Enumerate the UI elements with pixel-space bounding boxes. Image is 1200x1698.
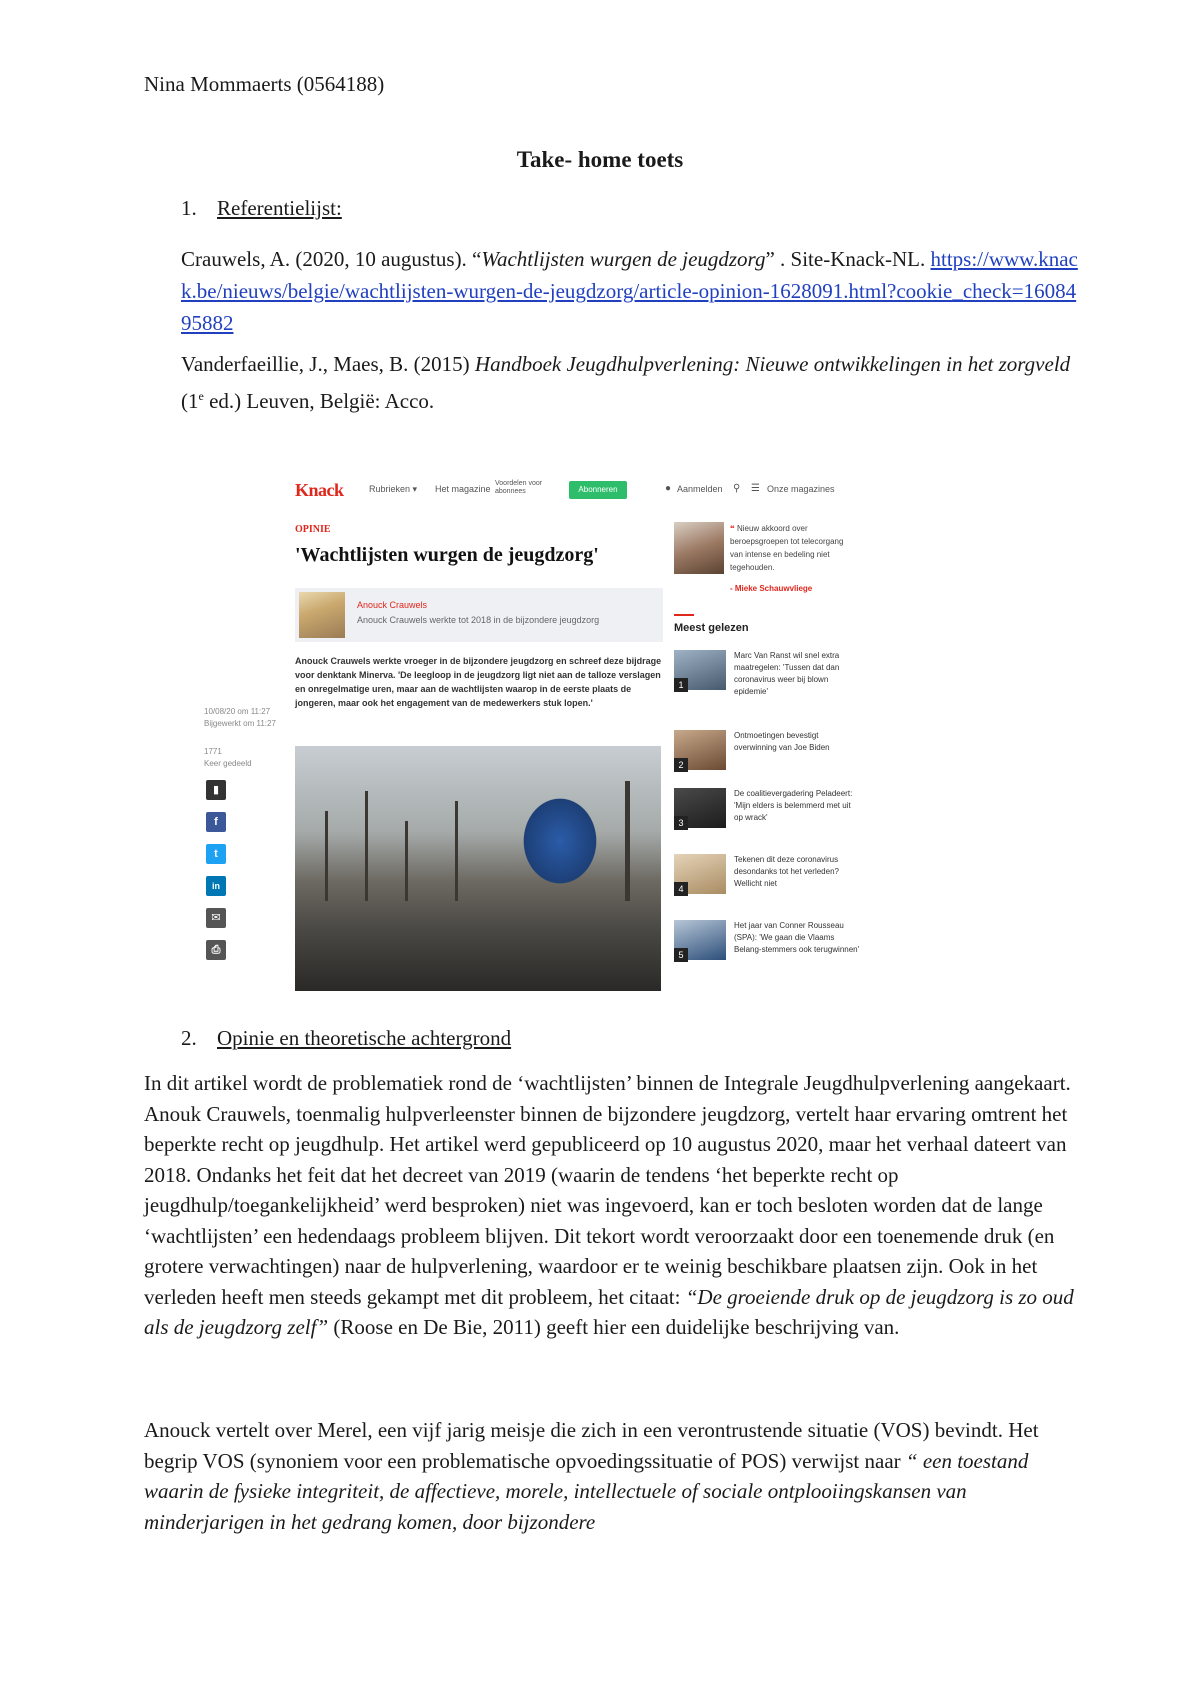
updated-date: Bijgewerkt om 11:27 (204, 719, 276, 728)
item-rank: 1 (674, 678, 688, 692)
body-paragraph-2 (144, 1415, 1079, 1537)
citation-quote: “De groeiende druk op de jeugdzorg is zo oud als de jeugdzorg zelf” (144, 1284, 1074, 1339)
reference-text: Vanderfaeillie, J., Maes, B. (2015) (181, 352, 475, 376)
reference-link[interactable]: https://www.knack.be/nieuws/belgie/wachtlijsten-wurgen-de-jeugdzorg/article-opinion-1628091.html?cookie_check=1608495882 (181, 247, 1078, 335)
subscribe-button[interactable]: Abonneren (569, 481, 627, 499)
most-read-title: Meest gelezen (674, 622, 749, 634)
reference-2 (181, 348, 1081, 417)
divider (674, 614, 694, 616)
section-heading-opinion (181, 1026, 511, 1051)
article-meta (204, 706, 276, 730)
nav-link[interactable]: Voordelen voor abonnees (495, 480, 543, 495)
body-paragraph-1 (144, 1068, 1079, 1343)
most-read-item[interactable] (674, 788, 862, 844)
most-read-item[interactable] (674, 854, 862, 910)
author-description: Anouck Crauwels werkte tot 2018 in de bijzondere jeugdzorg (357, 615, 600, 625)
twitter-icon[interactable]: t (206, 844, 226, 864)
item-title: Ontmoetingen bevestigt overwinning van Joe Biden (734, 731, 830, 752)
author-name[interactable]: Anouck Crauwels (357, 600, 428, 610)
search-icon[interactable]: ⚲ (733, 483, 741, 494)
item-title: De coalitievergadering Peladeert: 'Mijn elders is belemmerd met uit op wrack' (734, 789, 853, 822)
sidebar-quote (730, 522, 858, 574)
photo-tree (625, 781, 630, 901)
photo-tree (405, 821, 408, 901)
paragraph-text: (Roose en De Bie, 2011) geeft hier een duidelijke beschrijving van. (328, 1315, 900, 1339)
photo-tree (455, 801, 458, 901)
quote-text: Nieuw akkoord over beroepsgroepen tot telecorgang van intense en bedeling niet tegehouden. (730, 524, 844, 572)
user-icon[interactable]: ● (665, 483, 672, 494)
mail-icon[interactable]: ✉ (206, 908, 226, 928)
author-box (295, 588, 663, 642)
nav-link[interactable]: Rubrieken ▾ (369, 484, 418, 494)
reference-text: ” . Site-Knack-NL. (765, 247, 926, 271)
article-photo (295, 746, 661, 991)
reference-text: Crauwels, A. (2020, 10 augustus). “ (181, 247, 482, 271)
citation-quote: “ een toestand waarin de fysieke integriteit, de affectieve, morele, intellectuele of sociale ontplooiingskansen van minderjarigen in het gedrang komen, door bijzondere (144, 1448, 1029, 1534)
reference-text: (1 (181, 389, 199, 413)
knack-logo[interactable]: Knack (295, 480, 344, 500)
section-label: Opinie en theoretische achtergrond (217, 1026, 512, 1050)
most-read-item[interactable] (674, 730, 862, 786)
reference-text: ed.) Leuven, België: Acco. (203, 389, 435, 413)
item-rank: 5 (674, 948, 688, 962)
bookmark-icon[interactable]: ▮ (206, 780, 226, 800)
most-read-item[interactable] (674, 650, 862, 706)
reference-title: Wachtlijsten wurgen de jeugdzorg (481, 247, 766, 271)
item-rank: 2 (674, 758, 688, 772)
article-lead: Anouck Crauwels werkte vroeger in de bijzondere jeugdzorg en schreef deze bijdrage voor denktank Minerva. 'De leegloop in de jeugdzorg ligt niet aan de talloze verslagen en onregelmatige uren, maar aan de wachtlijsten waarop in de eerste plaats de jongeren, maar ook het engagement van de medewerkers stuk lopen.' (295, 656, 662, 708)
share-count-label: Keer gedeeld (204, 759, 252, 768)
reference-title: Handboek Jeugdhulpverlening: Nieuwe ontwikkelingen in het zorgveld (474, 352, 1071, 376)
quote-author: - Mieke Schauwvliege (730, 584, 813, 593)
menu-icon[interactable]: ☰ (751, 483, 760, 494)
paragraph-text: In dit artikel wordt de problematiek rond de ‘wachtlijsten’ binnen de Integrale Jeugdhulpverlening aangekaart. Anouk Crauwels, toenmalig hulpverleenster binnen de bijzondere jeugdzorg, vertelt haar ervaring omtrent het beperkte recht op jeugdhulp. Het artikel werd gepubliceerd op 10 augustus 2020, maar het verhaal dateert van 2018. Ondanks het feit dat het decreet van 2019 (waarin de tendens ‘het beperkte recht op jeugdhulp/toegankelijkheid’ werd besproken) niet was ingevoerd, kan er toch besloten worden dat de lange ‘wachtlijsten’ een hedendaags probleem blijven. Dit tekort wordt veroorzaakt door een toenemende druk (en grotere verwachtingen) naar de hulpverlening, waardoor er te weinig beschikbare plaatsen zijn. Ook in het verleden heeft men steeds gekampt met dit probleem, het citaat: (144, 1071, 1071, 1309)
student-name: Nina Mommaerts (0564188) (144, 72, 385, 96)
linkedin-icon[interactable]: in (206, 876, 226, 896)
login-link[interactable]: Aanmelden (677, 484, 723, 494)
print-icon[interactable]: ⎙ (206, 940, 226, 960)
section-number: 1. (181, 196, 197, 220)
section-label: Referentielijst: (217, 196, 342, 220)
item-rank: 3 (674, 816, 688, 830)
quote-photo (674, 522, 724, 574)
nav-link[interactable]: Het magazine (435, 484, 491, 494)
share-count (204, 746, 252, 770)
author-photo (299, 592, 345, 638)
photo-tree (325, 811, 328, 901)
publish-date: 10/08/20 om 11:27 (204, 707, 271, 716)
quote-mark-icon: ❝ (730, 524, 735, 533)
most-read-item[interactable] (674, 920, 862, 976)
item-rank: 4 (674, 882, 688, 896)
section-number: 2. (181, 1026, 197, 1050)
article-headline: 'Wachtlijsten wurgen de jeugdzorg' (295, 544, 599, 566)
item-title: Marc Van Ranst wil snel extra maatregelen: 'Tussen dat dan coronavirus weer bij blown epidemie' (734, 651, 840, 696)
article-sidebar (674, 474, 862, 997)
paragraph-text: Anouck vertelt over Merel, een vijf jarig meisje die zich in een verontrustende situatie (VOS) bevindt. Het begrip VOS (synoniem voor een problematische opvoedingssituatie of POS) verwijst naar (144, 1418, 1039, 1473)
section-heading-references (181, 196, 342, 221)
photo-tree (365, 791, 368, 901)
document-title: Take- home toets (516, 147, 684, 172)
item-title: Het jaar van Conner Rousseau (SPA): 'We gaan die Vlaams Belang-stemmers ook terugwinnen' (734, 921, 860, 954)
share-count-value: 1771 (204, 747, 222, 756)
item-title: Tekenen dit deze coronavirus desondanks tot het verleden? Wellicht niet (734, 855, 839, 888)
reference-1 (181, 243, 1081, 339)
magazines-link[interactable]: Onze magazines (767, 484, 835, 494)
facebook-icon[interactable]: f (206, 812, 226, 832)
opinion-tag: OPINIE (295, 524, 331, 535)
article-screenshot (198, 474, 862, 997)
edition-superscript: e (198, 389, 204, 403)
